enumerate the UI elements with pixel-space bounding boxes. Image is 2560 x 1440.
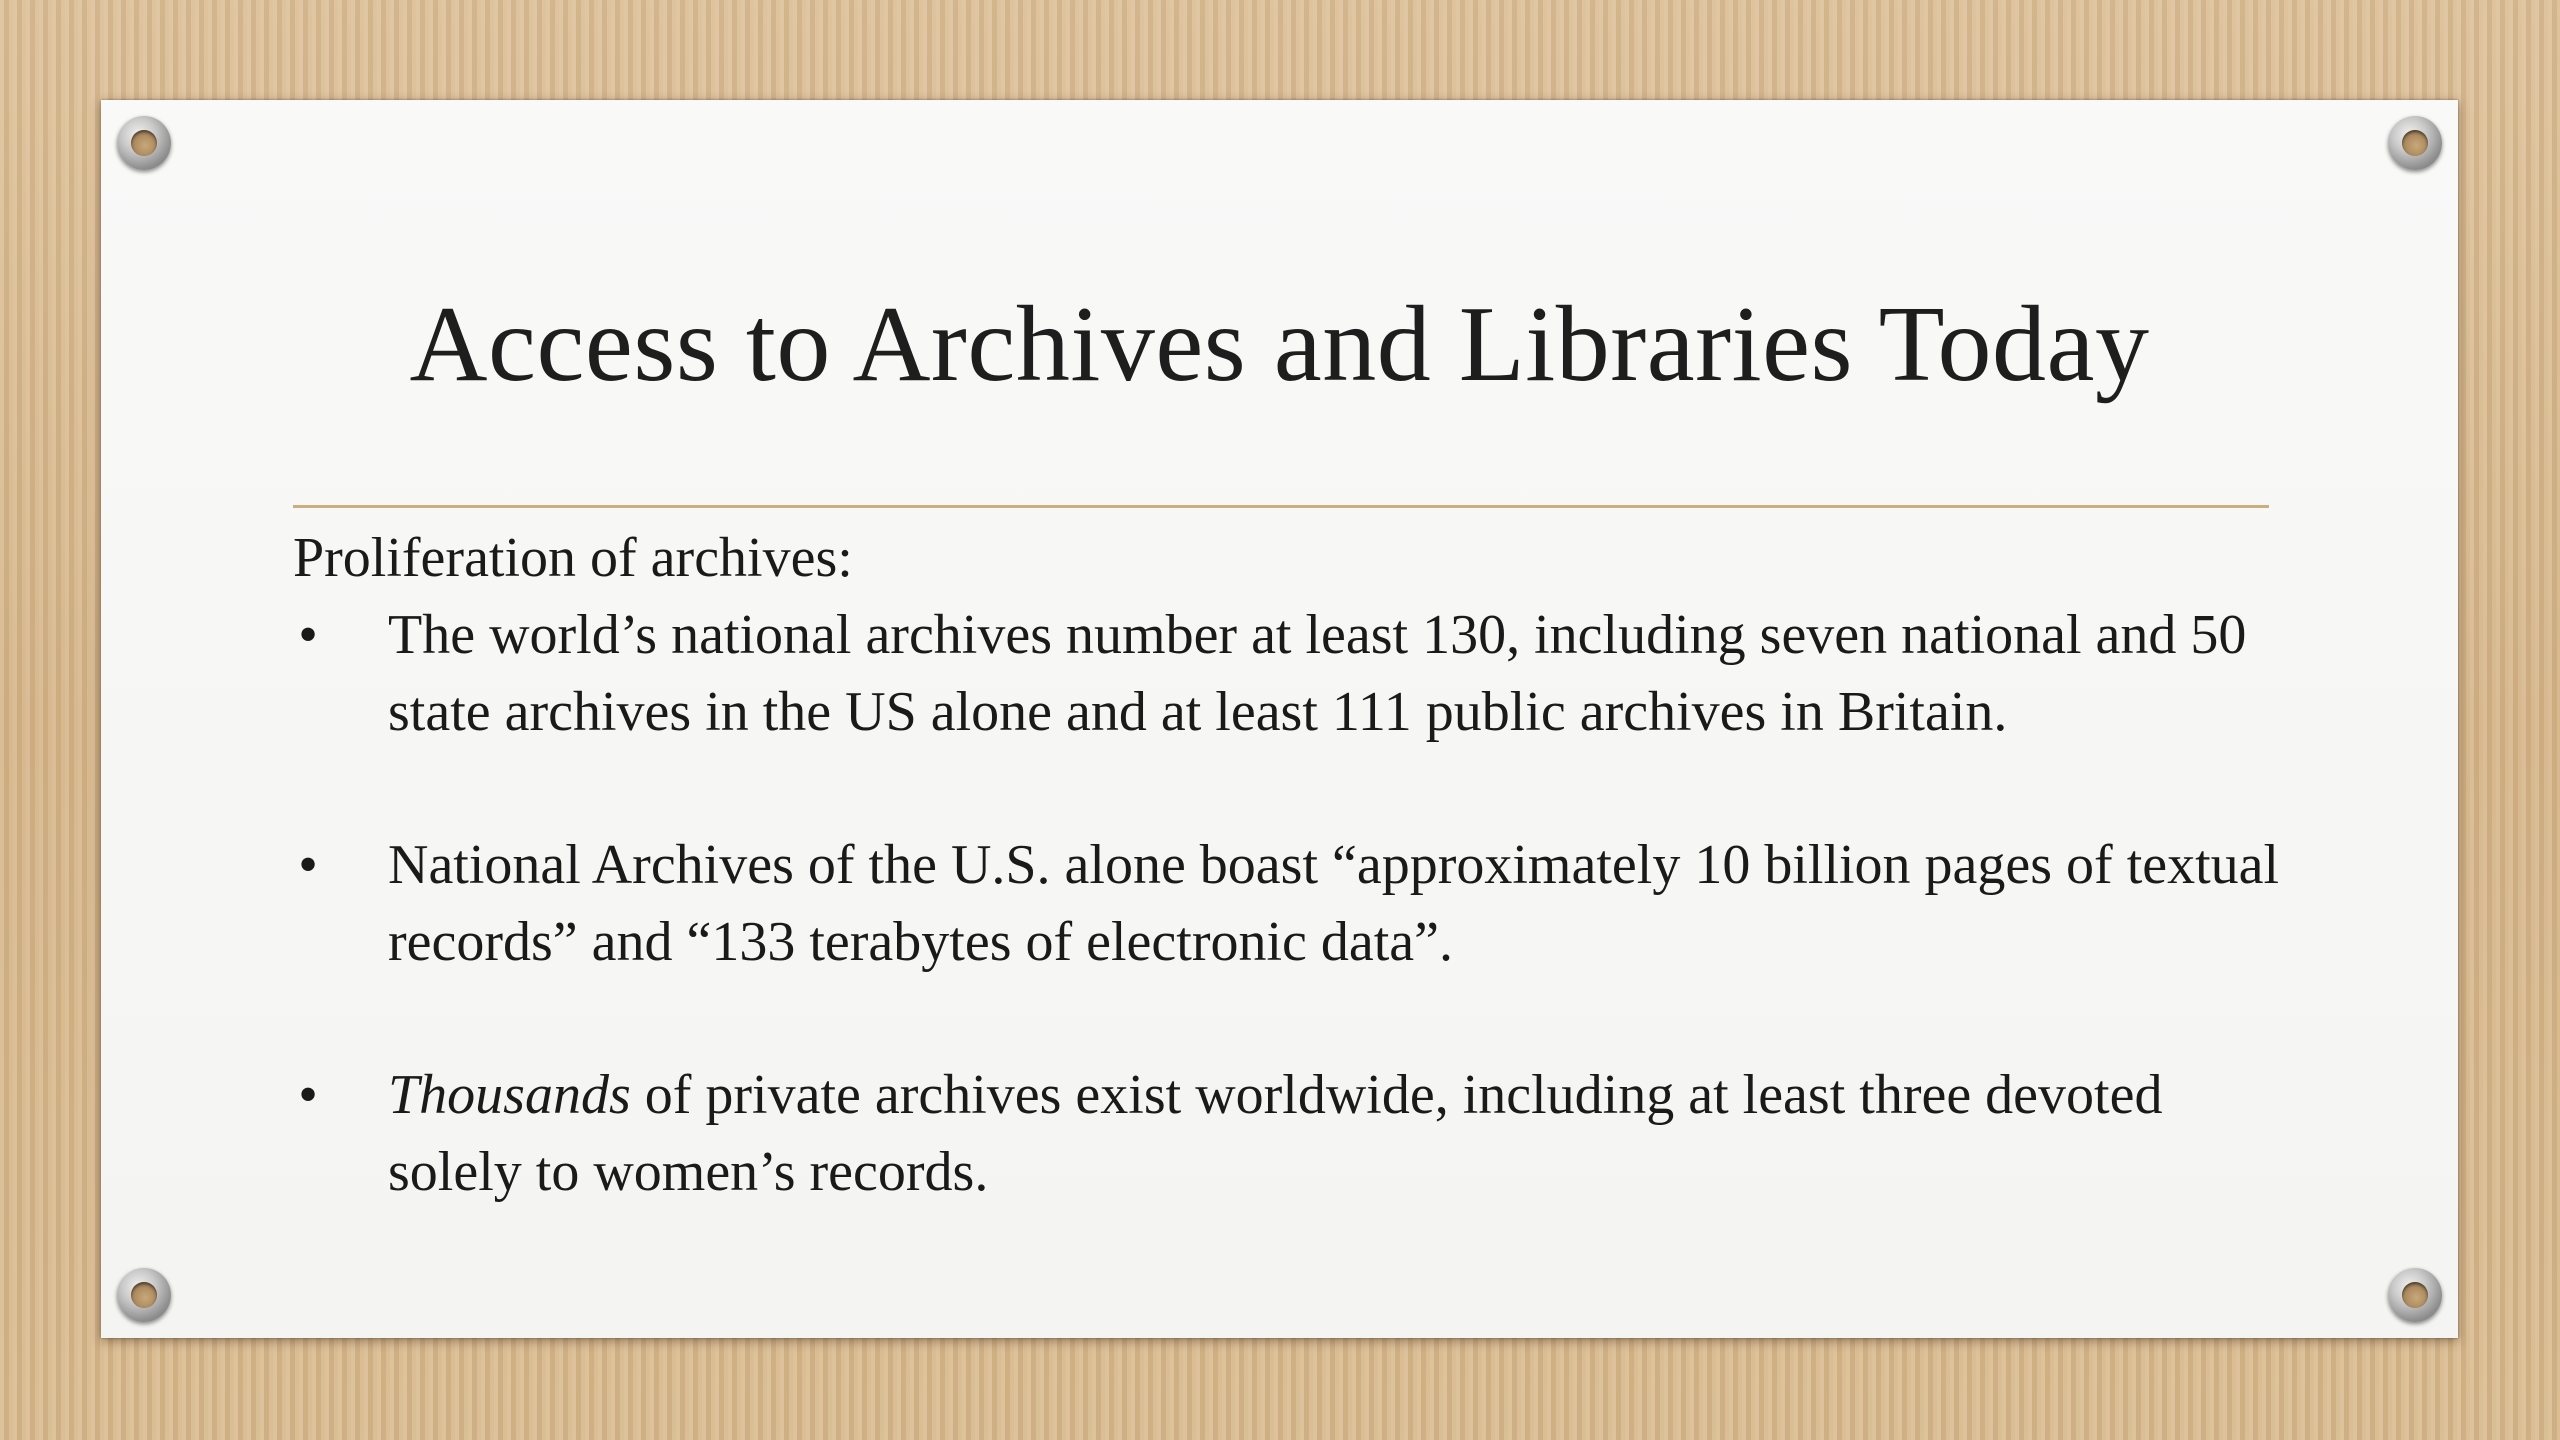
grommet-top-right-icon <box>2388 116 2442 170</box>
bullet-dot-icon: • <box>298 1064 318 1126</box>
slide-title: Access to Archives and Libraries Today <box>409 285 2150 404</box>
grommet-bottom-right-icon <box>2388 1268 2442 1322</box>
bullet-text: The world’s national archives number at least 130, including seven national and 50 state archives in the US alone and at least 111 public archives in Britain. <box>388 604 2247 743</box>
bullet-dot-icon: • <box>298 834 318 896</box>
bullet-item-private-archives <box>293 1057 2303 1211</box>
title-divider <box>293 505 2269 508</box>
bullet-text: National Archives of the U.S. alone boast “approximately 10 billion pages of textual records” and “133 terabytes of electronic data”. <box>388 834 2280 973</box>
bullet-dot-icon: • <box>298 604 318 666</box>
intro-line: Proliferation of archives: <box>293 527 853 589</box>
grommet-bottom-left-icon <box>117 1268 171 1322</box>
slide-card <box>101 100 2458 1338</box>
bullet-emphasis: Thousands <box>388 1064 631 1126</box>
bullet-item-us-records <box>293 827 2303 981</box>
bullet-item-national-archives <box>293 597 2303 751</box>
slide-body <box>293 520 2303 1211</box>
grommet-top-left-icon <box>117 116 171 170</box>
bullet-list <box>293 597 2303 1211</box>
bullet-text: of private archives exist worldwide, including at least three devoted solely to women’s records. <box>388 1064 2163 1203</box>
